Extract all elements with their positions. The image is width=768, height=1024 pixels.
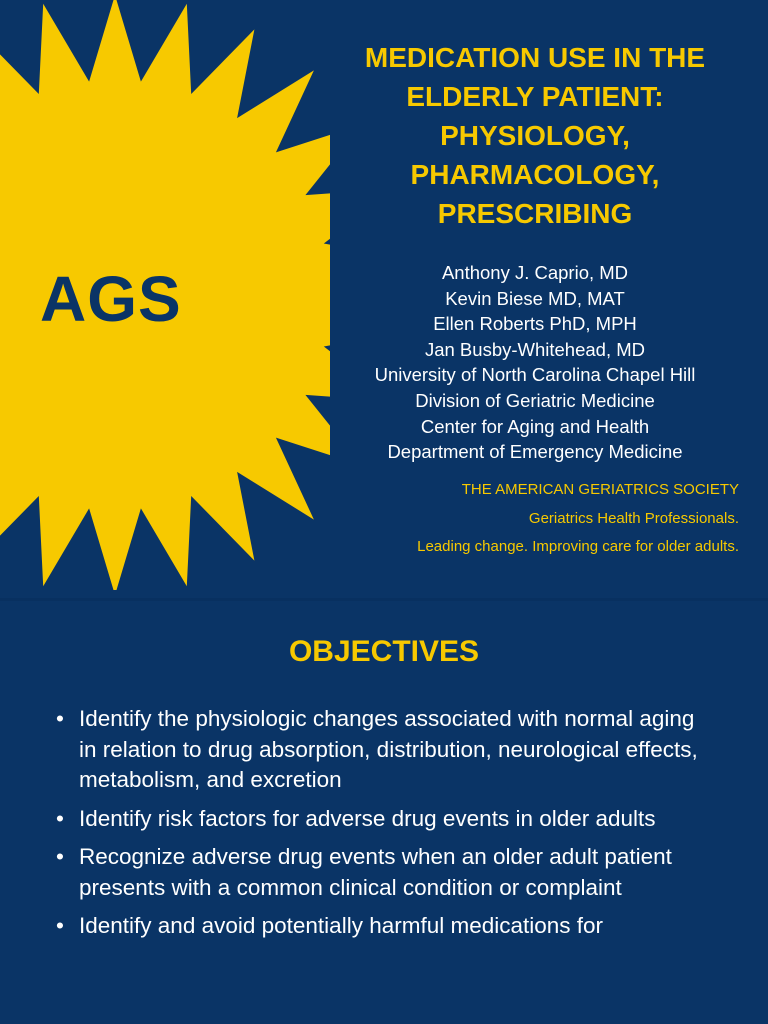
bullet-icon: • bbox=[56, 805, 64, 831]
objective-text: Identify and avoid potentially harmful medications for bbox=[79, 913, 604, 938]
list-item bbox=[56, 842, 716, 903]
society-name: THE AMERICAN GERIATRICS SOCIETY bbox=[461, 481, 739, 498]
title-line: MEDICATION USE IN THE bbox=[364, 42, 706, 73]
bullet-icon: • bbox=[56, 706, 64, 731]
title-line: PHYSIOLOGY, bbox=[440, 120, 630, 151]
objectives-heading: OBJECTIVES bbox=[288, 635, 480, 668]
author-line: Ellen Roberts PhD, MPH bbox=[433, 313, 637, 335]
title-line: PRESCRIBING bbox=[437, 198, 633, 229]
society-tagline bbox=[319, 476, 739, 562]
title-line: ELDERLY PATIENT: bbox=[406, 81, 664, 112]
author-line: Jan Busby-Whitehead, MD bbox=[424, 338, 646, 360]
list-item bbox=[56, 911, 716, 942]
objectives-slide bbox=[0, 601, 768, 1024]
author-line: Kevin Biese MD, MAT bbox=[445, 287, 625, 309]
affiliation-line: University of North Carolina Chapel Hill bbox=[374, 364, 696, 386]
author-line: Anthony J. Caprio, MD bbox=[441, 262, 629, 283]
objectives-list bbox=[56, 704, 716, 950]
society-subtitle: Geriatrics Health Professionals. bbox=[528, 509, 739, 527]
affiliation-line: Division of Geriatric Medicine bbox=[415, 389, 655, 411]
objective-text: Identify risk factors for adverse drug events in older adults bbox=[79, 805, 656, 831]
author-list bbox=[330, 260, 740, 465]
presentation-title bbox=[330, 38, 740, 233]
bullet-icon: • bbox=[56, 844, 64, 869]
list-item bbox=[56, 704, 716, 796]
ags-logo-text: AGS bbox=[40, 263, 182, 335]
title-line: PHARMACOLOGY, bbox=[410, 159, 660, 190]
society-motto: Leading change. Improving care for older adults. bbox=[417, 538, 739, 555]
bullet-icon: • bbox=[56, 913, 64, 938]
list-item bbox=[56, 804, 716, 835]
objective-text: Recognize adverse drug events when an older adult patient presents with a common clinical condition or complaint bbox=[79, 844, 672, 900]
objective-text: Identify the physiologic changes associated with normal aging in relation to drug absorption, distribution, neurological effects, metabolism, and excretion bbox=[79, 706, 698, 792]
affiliation-line: Center for Aging and Health bbox=[420, 415, 650, 437]
affiliation-line: Department of Emergency Medicine bbox=[387, 441, 683, 463]
